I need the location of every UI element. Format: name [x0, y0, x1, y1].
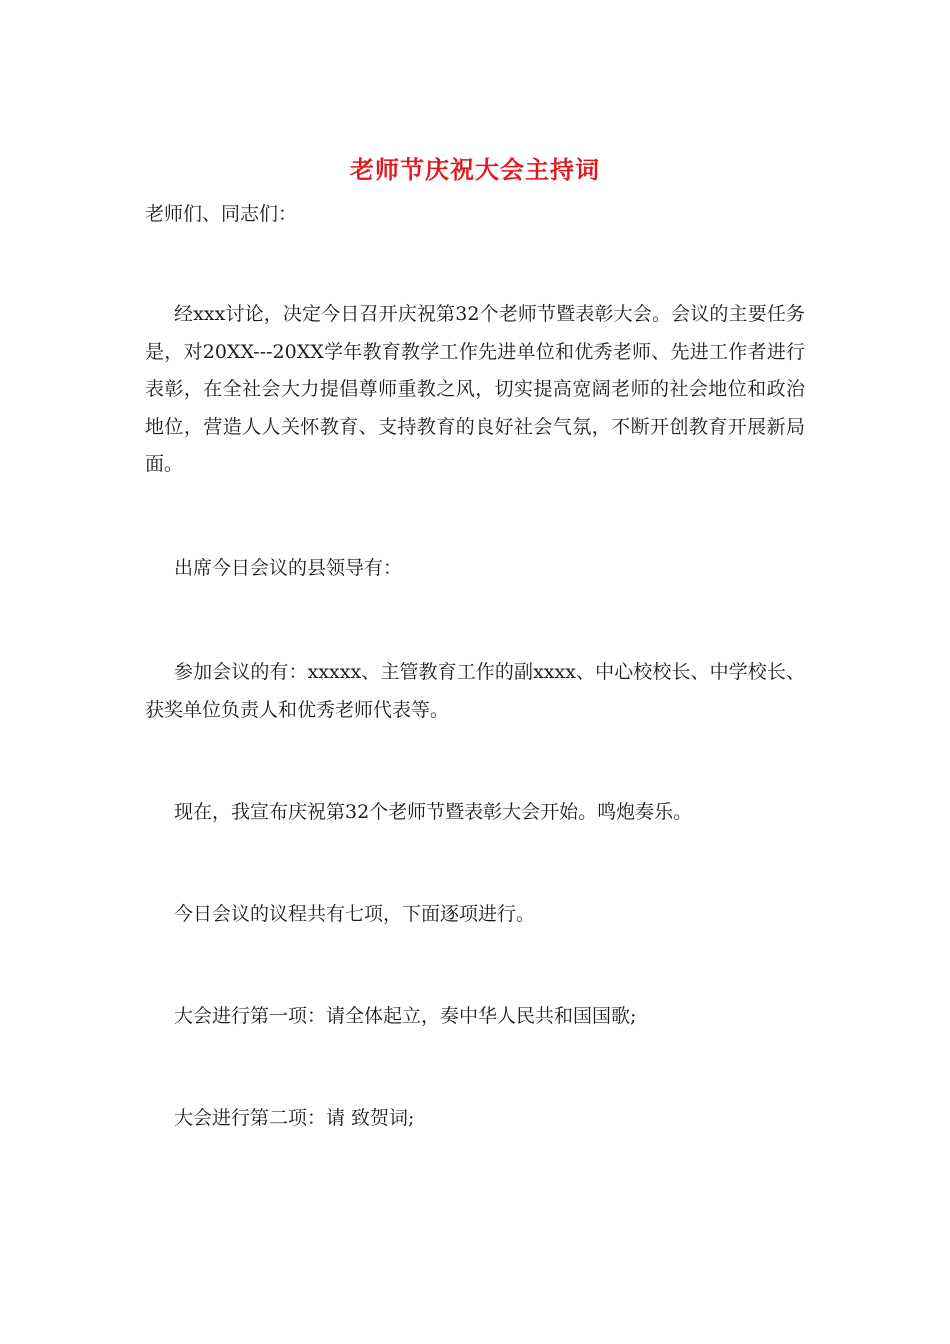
document-title: 老师节庆祝大会主持词	[350, 155, 600, 184]
paragraph-opening-announcement: 现在，我宣布庆祝第32个老师节暨表彰大会开始。鸣炮奏乐。	[174, 801, 693, 823]
paragraph-agenda-item-1: 大会进行第一项：请全体起立，奏中华人民共和国国歌;	[174, 1005, 637, 1027]
paragraph-participants: 参加会议的有：xxxxx、主管教育工作的副xxxx、中心校校长、中学校长、获奖单位负责人和优秀老师代表等。	[145, 661, 805, 721]
paragraph-agenda-intro: 今日会议的议程共有七项，下面逐项进行。	[174, 903, 536, 925]
paragraph-meeting-purpose: 经xxx讨论，决定今日召开庆祝第32个老师节暨表彰大会。会议的主要任务是，对20XX---20XX学年教育教学工作先进单位和优秀老师、先进工作者进行表彰，在全社会大力提倡尊师重教之风，切实提高宽阔老师的社会地位和政治地位，营造人人关怀教育、支持教育的良好社会气氛，不断开创教育开展新局面。	[145, 303, 805, 475]
paragraph-agenda-item-2: 大会进行第二项：请 致贺词;	[174, 1107, 415, 1129]
salutation: 老师们、同志们：	[145, 203, 298, 225]
paragraph-attending-leaders: 出席今日会议的县领导有：	[174, 557, 403, 579]
